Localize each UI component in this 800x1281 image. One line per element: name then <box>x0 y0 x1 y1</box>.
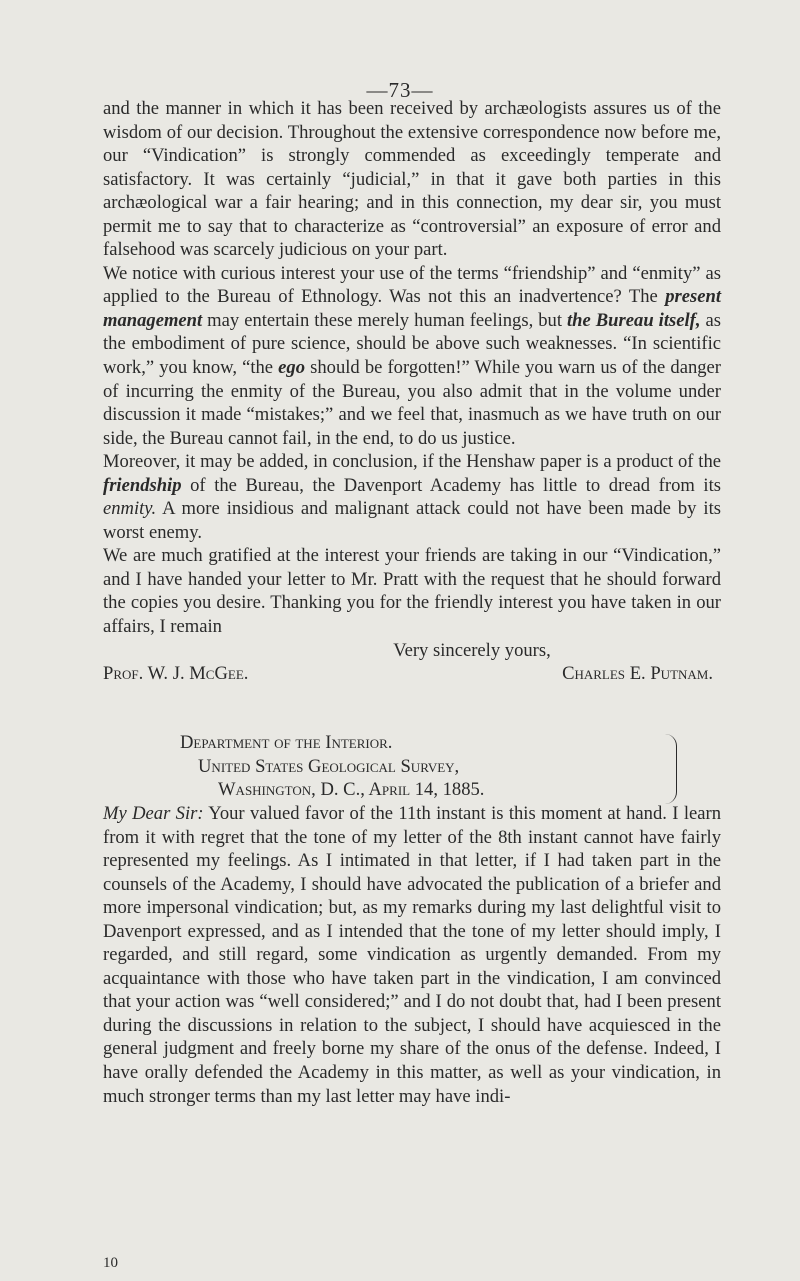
recipient-name: Prof. W. J. McGee. <box>103 663 249 685</box>
emphasis-enmity: enmity. <box>103 498 157 520</box>
letterhead-department: Department of the Interior. <box>180 732 393 753</box>
letter-mcgee-text: Your valued favor of the 11th instant is this moment at hand. I learn from it with regret that the tone of my letter of the 8th instant cannot have fairly represented my feelings. As I intimated in that letter, if I had taken part in the counsels of the Academy, I should have advocated the publication of a briefer and more impersonal vindication; but, as my remarks during my last delightful visit to Davenport expressed, and as I intended that the tone of my letter should imply, I regarded, and still regard, some vindication as urgently demanded. From my acquaintance with those who have taken part in the vindication, I am convinced that your action was “well considered;” and I do not doubt that, had I been present during the discussions in relation to the subject, I should have acquiesced in the general judgment and freely borne my share of the onus of the defense. Indeed, I have orally defended the Academy in this matter, as well as your vindication, in much stronger terms than my last letter may have indi- <box>103 803 721 1107</box>
paragraph-2: We notice with curious interest your use of the terms “friendship” and “enmity” as applied to the Bureau of Ethnology. Was not this an inadvertence? The present management may entertain these merely human feelings, but the Bureau itself, as the embodiment of pure science, should be above such weaknesses. “In scientific work,” you know, “the ego should be forgotten!” While you warn us of the danger of incurring the enmity of the Bureau, you also admit that in the volume under discussion it made “mistakes;” and we feel that, inasmuch as we have truth on our side, the Bureau cannot fail, in the end, to do us justice. <box>103 262 721 449</box>
closing: Very sincerely yours, <box>393 639 551 661</box>
salutation: My Dear Sir: <box>103 803 204 824</box>
page-number: —73— <box>366 78 434 102</box>
letterhead-brace <box>662 734 677 804</box>
signer-name: Charles E. Putnam. <box>562 663 713 685</box>
paragraph-1: and the manner in which it has been received by archæologists assures us of the wisdom of our decision. Throughout the extensive correspondence now before me, our “Vindication” is strongly commended as exceedingly temperate and satisfactory. It was certainly “judicial,” in that it gave both parties in this archæological war a fair hearing; and in this connection, my dear sir, you must permit me to say that to characterize as “controversial” an exposure of error and falsehood was scarcely judicious on your part. <box>103 98 721 261</box>
signature-row <box>103 662 721 686</box>
paragraph-3: Moreover, it may be added, in conclusion, if the Henshaw paper is a product of the friendship of the Bureau, the Davenport Academy has little to dread from its enmity. A more insidious and malignant attack could not have been made by its worst enemy. <box>103 451 721 543</box>
emphasis-bureau-itself: the Bureau itself, <box>567 309 701 331</box>
letterhead-place-date: Washington, D. C., April 14, 1885. <box>218 779 485 801</box>
letterhead <box>180 731 680 802</box>
signature-mark: 10 <box>103 1255 118 1271</box>
paragraph-4: We are much gratified at the interest your friends are taking in our “Vindication,” and I have handed your letter to Mr. Pratt with the request that he should forward the copies you desire. Thanking you for the friendly interest you have taken in our affairs, I remain <box>103 545 721 638</box>
letterhead-survey: United States Geological Survey, <box>198 755 460 777</box>
letter-putnam-body <box>103 97 721 686</box>
emphasis-friendship: friendship <box>103 474 182 496</box>
emphasis-ego: ego <box>278 357 306 379</box>
letter-mcgee-body <box>103 802 721 1108</box>
emphasis-present-management: present management <box>103 286 721 331</box>
